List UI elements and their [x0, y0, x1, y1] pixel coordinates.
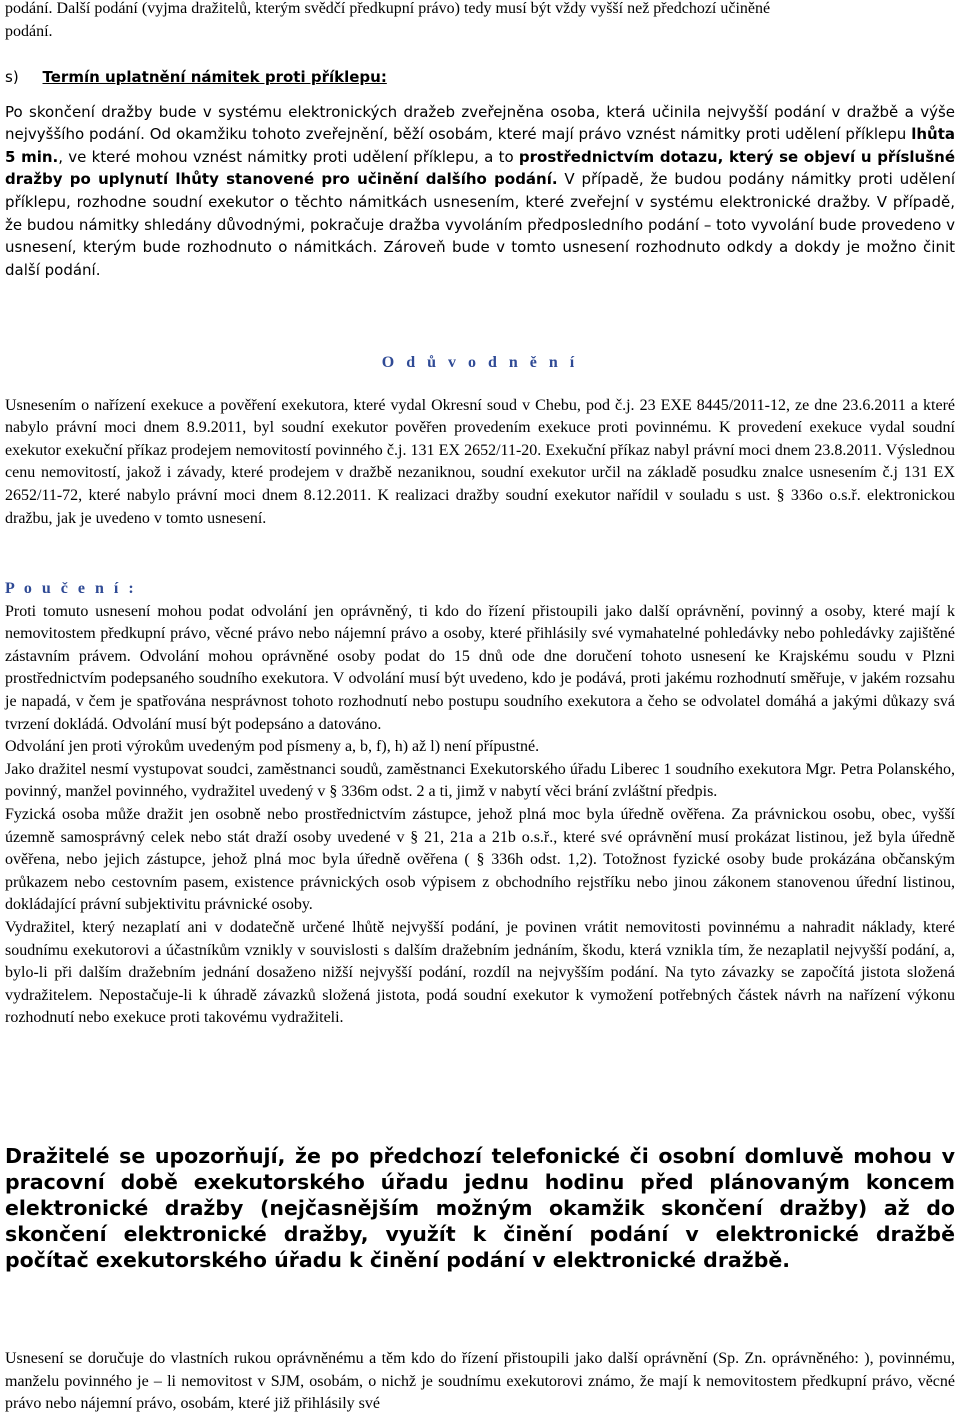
footer-section	[5, 1348, 955, 1416]
pouceni-paragraph: Fyzická osoba může dražit jen osobně nebo prostřednictvím zástupce, jehož plná moc byla úředně ověřena. Za právnickou osobu, obec, vyšší územně samosprávný celek nebo stát draží osoby uvedené v § 21, 21a a 21b o.s.ř., které své oprávnění musí prokázat listinou, jež byla úředně ověřena, nebo jejich zástupce, jehož plná moc byla úředně ověřena ( § 336h odst. 1,2). Totožnost fyzické osoby bude prokázána občanským průkazem nebo cestovním pasem, existence právnických osob výpisem z obchodního rejstříku nebo jinou zákonem stanovenou úřední listinou, dokládající právní subjektivitu právnické osoby.	[5, 805, 955, 914]
pouceni-heading: P o u č e n í :	[5, 580, 137, 597]
intro-line: podání.	[5, 22, 53, 40]
oduvodneni-heading: O d ů v o d n ě n í	[381, 354, 579, 371]
oduvodneni-section	[5, 352, 955, 530]
pouceni-paragraph: Vydražitel, který nezaplatí ani v dodatečně určené lhůtě nejvyšší podání, je povinen vrátit nemovitosti povinnému a nahradit náklady, které soudnímu exekutorovi a účastníkům vznikly v souvislosti s dalším dražebním jednáním, škodu, která vznikla tím, že nezaplatil nejvyšší podání, a, bylo-li při dalším dražebním jednání dosaženo nižší nejvyšší podání, rozdíl na nejvyšším podání. Na tyto závazky se započítá jistota složená vydražitelem. Nepostačuje-li k úhradě závazků složená jistota, podá soudní exekutor k vymožení potřebných částek návrh na nařízení výkonu rozhodnutí nebo exekuce proti takovému vydražiteli.	[5, 918, 955, 1027]
footer-text: Usnesení se doručuje do vlastních rukou oprávněnému a těm kdo do řízení přistoupili jako další oprávnění (Sp. Zn. oprávněného: ), povinnému, manželu povinného je – li nemovitost v SJM, osobám, o nichž je soudnímu exekutorovi známo, že mají k nemovitostem předkupní právo, věcné právo nebo nájemní právo, osobám, které již přihlásily své	[5, 1350, 955, 1413]
pouceni-paragraph: Proti tomuto usnesení mohou podat odvolání jen oprávněný, ti kdo do řízení přistoupili jako další oprávnění, povinný a osoby, které mají k nemovitostem předkupní právo, věcné právo nebo nájemní právo a osoby, které přihlásily své vymahatelné pohledávky nebo pohledávky zajištěné zástavním právem. Odvolání mohou oprávněné osoby podat do 15 dnů ode dne doručení tohoto usnesení ke Krajskému soudu v Plzni prostřednictvím podepsaného soudního exekutora. V odvolání musí být uvedeno, kdo je podává, proti jakému rozhodnutí směřuje, v jakém rozsahu je napadá, v čem je spatřována nesprávnost tohoto rozhodnutí nebo postupu soudního exekutora a čeho se odvolatel domáhá a jakými důkazy svá tvrzení dokládá. Odvolání musí být podepsáno a datováno.	[5, 602, 955, 733]
notice-text: Dražitelé se upozorňují, že po předchozí telefonické či osobní domluvě mohou v pracovní době exekutorského úřadu jednu hodinu před plánovaným koncem elektronické dražby (nejčasnějším možným okamžik skončení dražby) až do skončení elektronické dražby, využít k činění podání v elektronické dražbě počítač exekutorského úřadu k činění podání v elektronické dražbě.	[5, 1144, 955, 1272]
section-text: , ve které mohou vznést námitky proti udělení příklepu, a to	[58, 147, 519, 166]
oduvodneni-text: Usnesením o nařízení exekuce a pověření exekutora, které vydal Okresní soud v Chebu, pod č.j. 23 EXE 8445/2011-12, ze dne 23.6.2011 a které nabylo právní moci dnem 8.9.2011, byl soudní exekutor pověřen provedením exekuce proti povinnému. K provedení exekuce vydal soudní exekutor exekuční příkaz prodejem nemovitostí povinného č.j. 131 EX 2652/11-20. Exekuční příkaz nabyl právní moci dnem 23.8.2011. Výslednou cenu nemovitostí, jakož i závady, které prodejem v dražbě nezaniknou, soudní exekutor určil na základě posudku znalce usnesením č.j 131 EX 2652/11-72, které nabylo právní moci dnem 8.12.2011. K realizaci dražby soudní exekutor nařídil v souladu s ust. § 336o o.s.ř. elektronickou dražbu, jak je uvedeno v tomto usnesení.	[5, 396, 955, 527]
pouceni-paragraph: Jako dražitel nesmí vystupovat soudci, zaměstnanci soudů, zaměstnanci Exekutorského úřadu Liberec 1 soudního exekutora Mgr. Petra Polanského, povinný, manžel povinného, vydražitel uvedený v § 336m odst. 2 a ti, jimž v nabytí věci brání zvláštní předpis.	[5, 760, 955, 801]
section-s-heading	[5, 66, 955, 89]
pouceni-paragraph: Odvolání jen proti výrokům uvedeným pod písmeny a, b, f), h) až l) není přípustné.	[5, 738, 540, 756]
section-s-text	[5, 101, 955, 282]
section-letter: s)	[5, 68, 19, 86]
notice-section	[5, 1143, 955, 1273]
section-text-bold: lhůta 5 min.	[5, 125, 955, 166]
section-s	[5, 66, 955, 281]
section-text: V případě, že budou podány námitky proti udělení příklepu, rozhodne soudní exekutor o těchto námitkách usnesením, které zveřejní v systému elektronické dražby. V případě, že budou námitky shledány důvodnými, pokračuje dražba vyvoláním předposledního podání – toto vyvolání bude provedeno v usnesení, kterým bude rozhodnuto o námitkách. Zároveň bude v tomto usnesení rozhodnuto odkdy a dokdy je možno činit další podání.	[5, 170, 955, 279]
intro-block	[5, 0, 955, 43]
intro-line: podání. Další podání (vyjma dražitelů, kterým svědčí předkupní právo) tedy musí být vždy vyšší než předchozí učiněné	[5, 0, 771, 17]
section-text-bold: prostřednictvím dotazu, který se objeví u příslušné dražby po uplynutí lhůty stanovené pro učinění dalšího podání.	[5, 147, 955, 189]
section-title: Termín uplatnění námitek proti příklepu:	[42, 68, 387, 86]
section-text: Po skončení dražby bude v systému elektronických dražeb zveřejněna osoba, která učinila nejvyšší podání v dražbě a výše nejvyššího podání. Od okamžiku tohoto zveřejnění, běží osobám, které mají právo vznést námitky proti udělení příklepu	[5, 102, 955, 144]
pouceni-section	[5, 578, 955, 1030]
